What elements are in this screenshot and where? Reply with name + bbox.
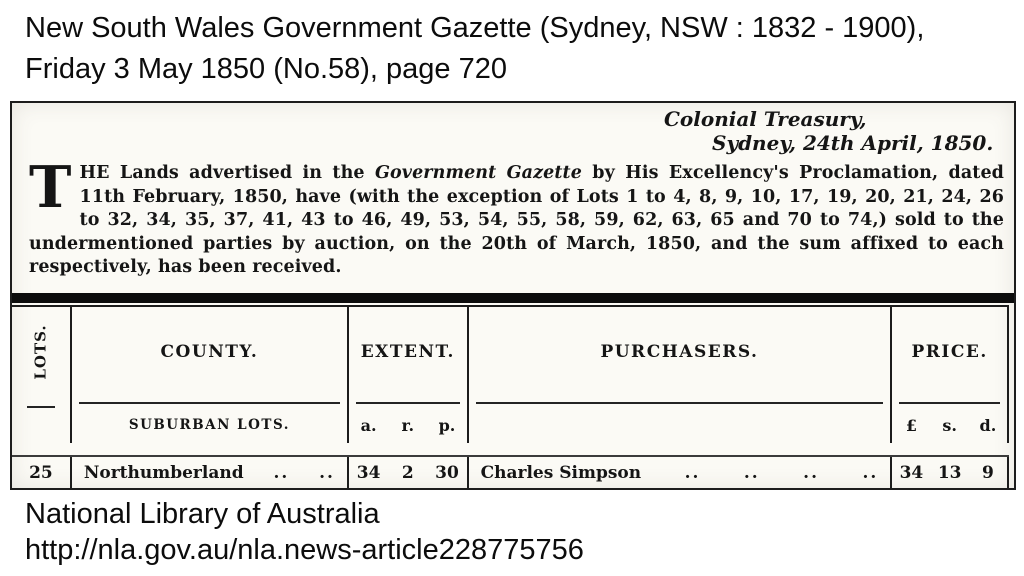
subheader-extent-units [349,416,467,435]
table-header-row [12,307,1009,397]
col-header-purchasers: PURCHASERS. [469,307,893,397]
subheader-lots [12,397,72,443]
rule [356,402,460,404]
article-citation [25,8,924,90]
dateline-date: Sydney, 24th April, 1850. [712,131,994,155]
county-name: Northumberland [83,462,244,483]
subheader-county-label: SUBURBAN LOTS. [128,417,290,433]
price-pence: 9 [981,462,994,483]
dateline [12,103,1014,155]
price-pounds: 34 [899,462,924,483]
row-gap [12,443,1009,455]
leader-dots: .. [273,462,290,483]
leader-dots: .. [319,462,335,483]
cell-purchaser [469,457,893,488]
subheader-extent [349,397,469,443]
col-header-lots [12,307,72,397]
short-rule [27,406,55,408]
source-attribution [25,496,584,568]
leader-dots: .. [803,462,819,483]
land-sales-table [12,305,1009,488]
rule [476,402,884,404]
rule [79,402,340,404]
newspaper-clipping-scan [10,101,1016,490]
unit-acres: a. [360,415,377,435]
col-header-county: COUNTY. [72,307,349,397]
separator-bar [12,293,1014,303]
extent-acres: 34 [356,462,381,483]
cell-county [72,457,349,488]
article-text-2: by His Excellency's Proclamation, dated 11th February, 1850, have (with the exception of Lots 1 to 4, 8, 9, 10, 17, 19, 20, 21, 24, 26 to 32, 34, 35, 37, 41, 43 to 46, 49, 53, 54, 55, 58, 59, 62, 63, 65 and 70 to 74,) sold to the undermentioned parties by auction, on the 20th of March, 1850, and the sum affixed to each respectively, has been received. [29,163,1004,277]
unit-pounds: £ [905,415,917,435]
article-paragraph [29,162,1004,280]
unit-pence: d. [979,415,997,435]
dateline-office: Colonial Treasury, [664,107,867,131]
table-row [12,455,1009,488]
rule [899,402,1000,404]
extent-perches: 30 [435,462,459,483]
cell-extent [349,457,469,488]
cell-lot-number: 25 [12,457,72,488]
unit-roods: r. [401,415,415,435]
subheader-county [72,397,349,443]
col-header-extent: EXTENT. [349,307,469,397]
article-url: http://nla.gov.au/nla.news-article228775756 [25,534,584,566]
library-name: National Library of Australia [25,498,380,530]
drop-cap: T [29,162,72,221]
extent-roods: 2 [401,462,414,483]
col-header-lots-label: LOTS. [31,324,50,380]
unit-perches: p. [438,415,456,435]
article-text-italic: Government Gazette [374,163,582,183]
unit-shillings: s. [942,415,957,435]
citation-line-2: Friday 3 May 1850 (No.58), page 720 [25,53,507,85]
col-header-price: PRICE. [892,307,1009,397]
purchaser-name: Charles Simpson [480,462,642,483]
price-values [892,463,1007,483]
subheader-purchasers [469,397,893,443]
cell-price [892,457,1009,488]
subheader-price-units [892,416,1007,435]
leader-dots: .. [684,462,701,483]
leader-dots: .. [862,462,879,483]
citation-line-1: New South Wales Government Gazette (Sydney, NSW : 1832 - 1900), [25,12,925,44]
price-shillings: 13 [937,462,962,483]
table-subheader-row [12,397,1009,443]
extent-values [349,463,467,483]
subheader-price [892,397,1009,443]
leader-dots: .. [743,462,760,483]
article-text-1: HE Lands advertised in the [79,163,375,183]
